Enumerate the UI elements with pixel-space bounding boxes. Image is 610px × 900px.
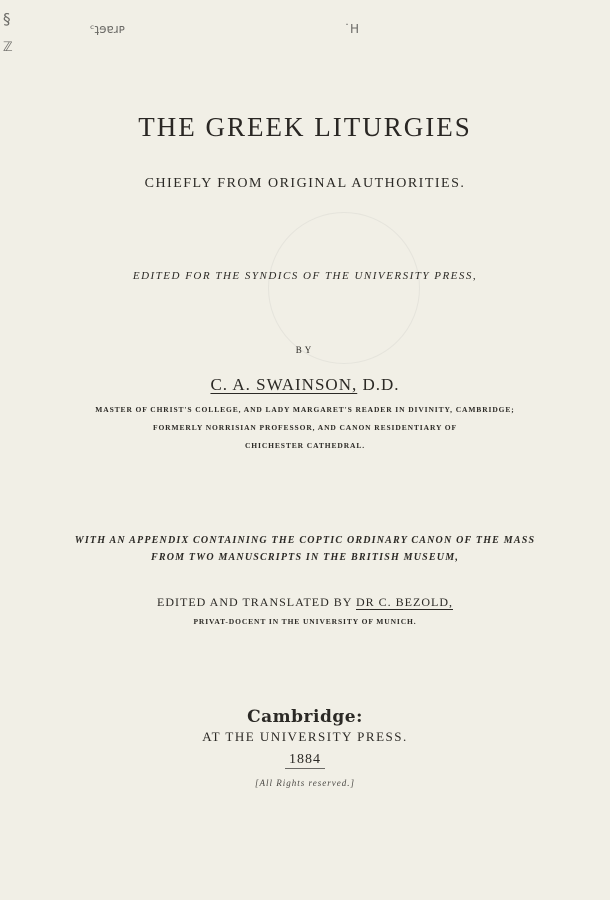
rights-notice: [All Rights reserved.] xyxy=(255,778,355,788)
translator-line xyxy=(0,595,610,610)
author-degree: D.D. xyxy=(362,375,400,394)
author-affiliation-line-3: CHICHESTER CATHEDRAL. xyxy=(244,441,366,450)
imprint-year: 1884 xyxy=(285,752,325,769)
author-name: C. A. SWAINSON, xyxy=(210,375,358,394)
library-stamp-watermark xyxy=(268,212,420,364)
imprint-press: AT THE UNIVERSITY PRESS. xyxy=(202,729,408,744)
translator-prefix: EDITED AND TRANSLATED BY xyxy=(157,595,352,609)
header-mark-left: ᶜʇɘɐɹᴘ xyxy=(90,22,125,36)
edited-for-line: EDITED FOR THE SYNDICS OF THE UNIVERSITY PRESS, xyxy=(132,270,478,282)
book-subtitle: CHIEFLY FROM ORIGINAL AUTHORITIES. xyxy=(144,176,466,191)
appendix-line-1: WITH AN APPENDIX CONTAINING THE COPTIC ORDINARY CANON OF THE MASS xyxy=(74,535,536,546)
author-affiliation-line-1: MASTER OF CHRIST'S COLLEGE, AND LADY MARGARET'S READER IN DIVINITY, CAMBRIDGE; xyxy=(95,405,515,414)
imprint-year-line xyxy=(0,752,610,768)
corner-mark-left: ℤ xyxy=(3,40,13,55)
corner-mark-top: § xyxy=(3,10,11,28)
book-title: THE GREEK LITURGIES xyxy=(138,112,472,142)
appendix-line-2: FROM TWO MANUSCRIPTS IN THE BRITISH MUSEUM, xyxy=(150,552,460,563)
translator-position: PRIVAT-DOCENT IN THE UNIVERSITY OF MUNICH. xyxy=(193,617,417,626)
translator-name: DR C. BEZOLD, xyxy=(356,595,453,609)
imprint-place: Cambridge: xyxy=(247,707,363,727)
header-mark-right: ˙H xyxy=(344,22,360,36)
author-affiliation-line-2: FORMERLY NORRISIAN PROFESSOR, AND CANON RESIDENTIARY OF xyxy=(152,423,458,432)
author-line xyxy=(0,375,610,395)
by-line: BY xyxy=(295,345,315,355)
